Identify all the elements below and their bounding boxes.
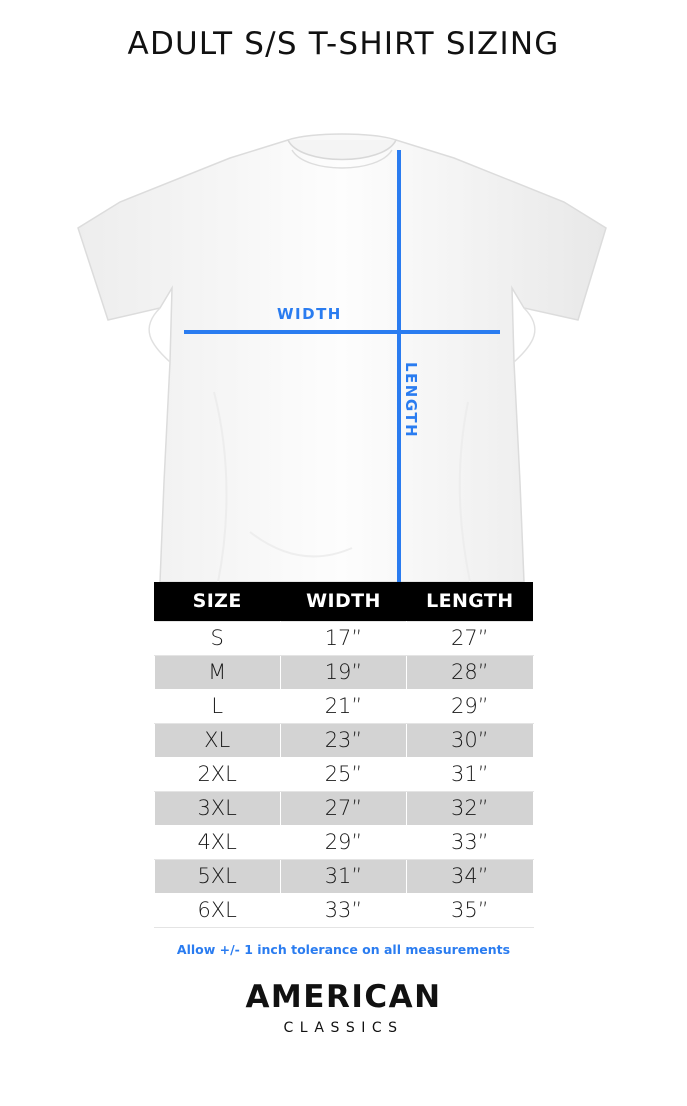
- cell-size: 3XL: [154, 792, 280, 826]
- cell-size: 4XL: [154, 826, 280, 860]
- cell-length: 29”: [407, 690, 533, 724]
- brand-tagline: CLASSICS: [283, 1020, 404, 1036]
- tshirt-diagram: [0, 62, 687, 582]
- page-title: ADULT S/S T-SHIRT SIZING: [127, 26, 560, 62]
- cell-width: 29”: [280, 826, 406, 860]
- size-chart-page: [0, 26, 687, 1036]
- length-label: LENGTH: [402, 362, 420, 439]
- cell-size: XL: [154, 724, 280, 758]
- table-header-row: [154, 582, 533, 622]
- cell-length: 35”: [407, 894, 533, 928]
- brand-logo: [0, 979, 687, 1036]
- cell-length: 34”: [407, 860, 533, 894]
- cell-width: 33”: [280, 894, 406, 928]
- table-row: [154, 894, 533, 928]
- cell-length: 31”: [407, 758, 533, 792]
- brand-name: AMERICAN: [245, 979, 442, 1015]
- cell-size: 2XL: [154, 758, 280, 792]
- header-length: LENGTH: [407, 582, 533, 622]
- cell-width: 23”: [280, 724, 406, 758]
- cell-size: S: [154, 622, 280, 656]
- table-row: [154, 860, 533, 894]
- cell-width: 21”: [280, 690, 406, 724]
- cell-length: 33”: [407, 826, 533, 860]
- table-row: [154, 656, 533, 690]
- cell-size: 5XL: [154, 860, 280, 894]
- cell-width: 27”: [280, 792, 406, 826]
- table-row: [154, 724, 533, 758]
- cell-length: 32”: [407, 792, 533, 826]
- table-row: [154, 690, 533, 724]
- cell-width: 25”: [280, 758, 406, 792]
- size-table: [154, 582, 534, 928]
- table-row: [154, 758, 533, 792]
- table-body: [154, 622, 533, 928]
- cell-length: 28”: [407, 656, 533, 690]
- cell-size: L: [154, 690, 280, 724]
- cell-width: 17”: [280, 622, 406, 656]
- header-width: WIDTH: [280, 582, 406, 622]
- cell-length: 30”: [407, 724, 533, 758]
- cell-width: 19”: [280, 656, 406, 690]
- table-row: [154, 622, 533, 656]
- table-row: [154, 792, 533, 826]
- tshirt-illustration: [0, 62, 687, 582]
- width-label: WIDTH: [277, 305, 342, 323]
- size-table-wrap: [154, 582, 534, 928]
- cell-size: 6XL: [154, 894, 280, 928]
- tolerance-note: Allow +/- 1 inch tolerance on all measurements: [176, 942, 511, 957]
- cell-size: M: [154, 656, 280, 690]
- cell-width: 31”: [280, 860, 406, 894]
- cell-length: 27”: [407, 622, 533, 656]
- header-size: SIZE: [154, 582, 280, 622]
- table-row: [154, 826, 533, 860]
